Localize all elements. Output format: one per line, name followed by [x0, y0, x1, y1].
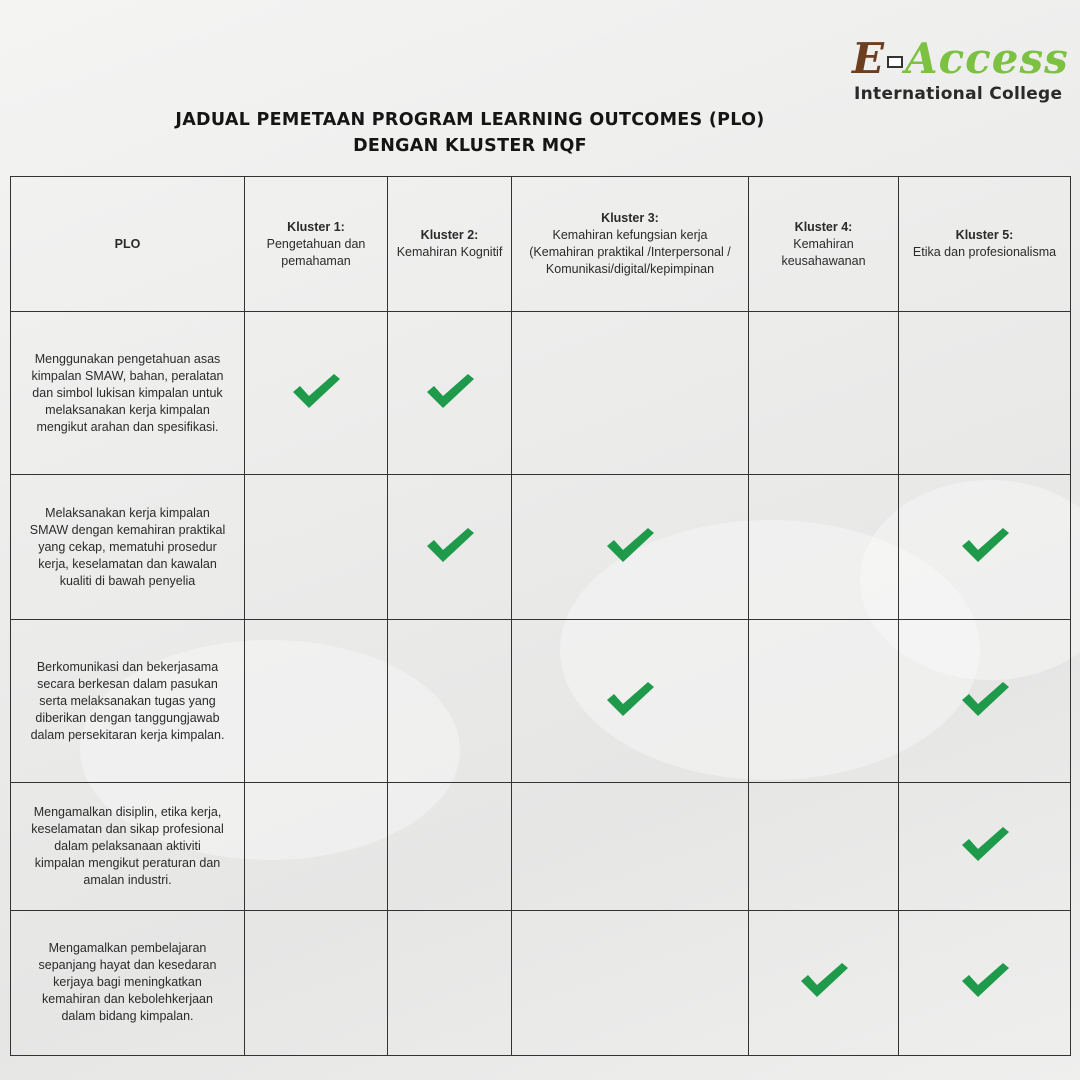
- check-icon: [798, 960, 850, 1000]
- mapping-cell-cluster-1: [245, 312, 388, 475]
- cluster-header-5: [899, 177, 1071, 312]
- check-icon: [424, 371, 476, 411]
- cluster-label: Kluster 5:: [955, 228, 1014, 242]
- check-icon: [290, 371, 342, 411]
- title-line-2: DENGAN KLUSTER MQF: [353, 136, 587, 156]
- mapping-cell-cluster-2: [388, 475, 512, 620]
- mapping-cell-cluster-5: [899, 620, 1071, 782]
- plo-description: Mengamalkan disiplin, etika kerja, keselamatan dan sikap profesional dalam pelaksanaan aktiviti kimpalan mengikut peraturan dan amalan industri.: [11, 782, 245, 910]
- check-icon: [959, 824, 1011, 864]
- cluster-header-4: [749, 177, 899, 312]
- table-row: [11, 475, 1071, 620]
- mapping-cell-cluster-3: [512, 312, 749, 475]
- check-icon: [959, 525, 1011, 565]
- cluster-header-1: [245, 177, 388, 312]
- check-icon: [604, 525, 656, 565]
- plo-header: PLO: [11, 177, 245, 312]
- mapping-cell-cluster-4: [749, 312, 899, 475]
- logo-access: Access: [905, 34, 1069, 83]
- table-row: [11, 620, 1071, 782]
- mapping-cell-cluster-5: [899, 475, 1071, 620]
- table-row: [11, 782, 1071, 910]
- cluster-desc: Pengetahuan dan pemahaman: [266, 236, 366, 268]
- table-row: [11, 910, 1071, 1055]
- mapping-cell-cluster-2: [388, 620, 512, 782]
- cluster-label: Kluster 2:: [420, 228, 479, 242]
- cluster-label: Kluster 1:: [287, 219, 345, 234]
- logo-dash-mark: [887, 56, 903, 68]
- mapping-cell-cluster-2: [388, 312, 512, 475]
- table-row: [11, 312, 1071, 475]
- mapping-cell-cluster-3: [512, 620, 749, 782]
- plo-mapping-table: [10, 176, 1071, 1056]
- title-line-1: JADUAL PEMETAAN PROGRAM LEARNING OUTCOMES (PLO): [175, 110, 765, 130]
- plo-description: Melaksanakan kerja kimpalan SMAW dengan kemahiran praktikal yang cekap, mematuhi prosedur kerja, keselamatan dan kawalan kualiti di bawah penyelia: [11, 475, 245, 620]
- mapping-cell-cluster-5: [899, 910, 1071, 1055]
- mapping-cell-cluster-1: [245, 782, 388, 910]
- page-title: [140, 107, 800, 159]
- check-icon: [959, 679, 1011, 719]
- mapping-cell-cluster-3: [512, 910, 749, 1055]
- cluster-label: Kluster 3:: [601, 211, 659, 225]
- mapping-cell-cluster-2: [388, 782, 512, 910]
- cluster-desc: Etika dan profesionalisma: [912, 245, 1057, 259]
- check-icon: [604, 679, 656, 719]
- mapping-cell-cluster-1: [245, 910, 388, 1055]
- logo-wordmark: [852, 36, 1069, 82]
- mapping-cell-cluster-5: [899, 782, 1071, 910]
- mapping-cell-cluster-4: [749, 782, 899, 910]
- logo-subtitle: International College: [854, 84, 1063, 104]
- mapping-cell-cluster-3: [512, 475, 749, 620]
- logo-e: E: [852, 34, 886, 83]
- mapping-cell-cluster-4: [749, 910, 899, 1055]
- header-row: [11, 177, 1071, 312]
- cluster-desc: Kemahiran Kognitif: [396, 245, 503, 259]
- cluster-desc: Kemahiran keusahawanan: [781, 236, 866, 268]
- mapping-cell-cluster-4: [749, 620, 899, 782]
- plo-description: Menggunakan pengetahuan asas kimpalan SMAW, bahan, peralatan dan simbol lukisan kimpalan untuk melaksanakan kerja kimpalan mengikut arahan dan spesifikasi.: [11, 312, 245, 475]
- mapping-cell-cluster-4: [749, 475, 899, 620]
- plo-description: Berkomunikasi dan bekerjasama secara berkesan dalam pasukan serta melaksanakan tugas yang diberikan dengan tanggungjawab dalam persekitaran kerja kimpalan.: [11, 620, 245, 782]
- mapping-cell-cluster-2: [388, 910, 512, 1055]
- mapping-cell-cluster-5: [899, 312, 1071, 475]
- cluster-desc: Kemahiran kefungsian kerja (Kemahiran praktikal /Interpersonal / Komunikasi/digital/kepimpinan: [529, 228, 731, 276]
- check-icon: [424, 525, 476, 565]
- cluster-label: Kluster 4:: [794, 219, 853, 234]
- logo: [852, 34, 1069, 108]
- plo-description: Mengamalkan pembelajaran sepanjang hayat dan kesedaran kerjaya bagi meningkatkan kemahiran dan kebolehkerjaan dalam bidang kimpalan.: [11, 910, 245, 1055]
- check-icon: [959, 960, 1011, 1000]
- mapping-cell-cluster-3: [512, 782, 749, 910]
- cluster-header-2: [388, 177, 512, 312]
- mapping-cell-cluster-1: [245, 475, 388, 620]
- cluster-header-3: [512, 177, 749, 312]
- mapping-cell-cluster-1: [245, 620, 388, 782]
